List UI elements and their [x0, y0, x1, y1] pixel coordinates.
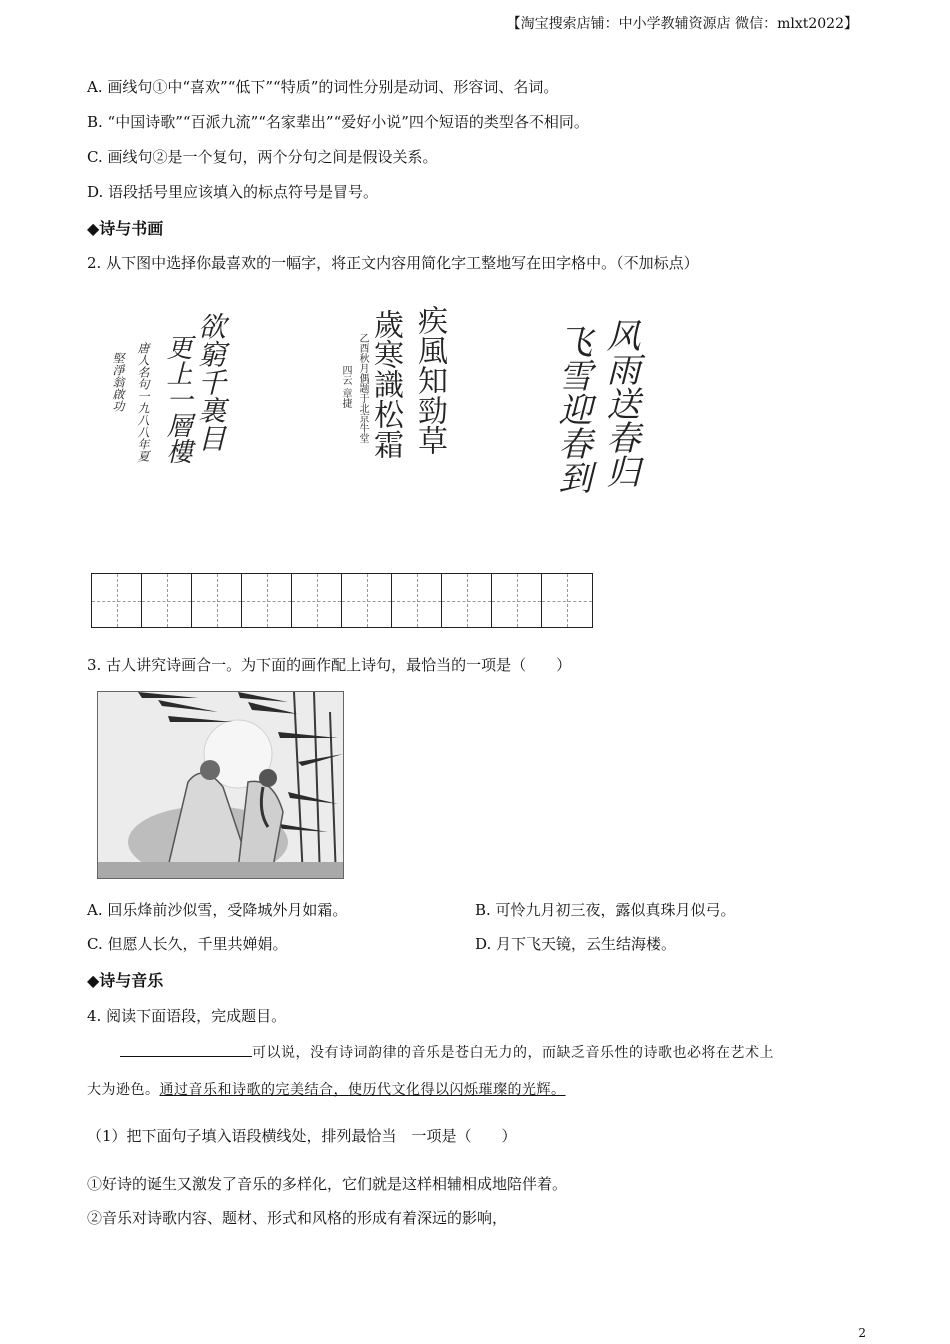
section-title-music: ◆诗与音乐 [87, 971, 164, 990]
q4-paragraph-line-1-text: 可以说，没有诗词韵律的音乐是苍白无力的，而缺乏音乐性的诗歌也必将在艺术上 [252, 1045, 774, 1061]
calligraphy-1-note-1: 唐人名句一九八八年夏 [136, 342, 150, 462]
tianzige-grid[interactable] [91, 573, 593, 628]
q4-paragraph-plain: 大为逊色。 [87, 1082, 160, 1098]
q3-option-b: B. 可怜九月初三夜，露似真珠月似弓。 [475, 901, 736, 919]
q1-option-b: B. “中国诗歌”“百派九流”“名家辈出”“爱好小说”四个短语的类型各不相同。 [87, 113, 589, 131]
tianzige-cell[interactable] [192, 574, 242, 627]
calligraphy-work-2 [338, 305, 468, 540]
q3-prompt: 3. 古人讲究诗画合一。为下面的画作配上诗句，最恰当的一项是（ ） [87, 656, 572, 674]
q4-sub1-prompt: （1）把下面句子填入语段横线处，排列最恰当 一项是（ ） [87, 1127, 517, 1145]
calligraphy-3-line-1: 风雨送春归 [600, 318, 640, 488]
calligraphy-1-note-2: 堅淨翁啟功 [111, 352, 125, 412]
tianzige-cell[interactable] [542, 574, 592, 627]
q4-paragraph-line-2 [87, 1080, 566, 1100]
tianzige-cell[interactable] [142, 574, 192, 627]
painting-scholar-moon [97, 691, 344, 879]
calligraphy-2-line-1: 疾風知勁草 [412, 305, 447, 455]
calligraphy-2-note-1: 乙酉秋月偶题于北京牛堂 [357, 333, 368, 443]
q1-option-c: C. 画线句②是一个复句，两个分句之间是假设关系。 [87, 148, 438, 166]
tianzige-cell[interactable] [442, 574, 492, 627]
q4-item-1: ①好诗的诞生又激发了音乐的多样化，它们就是这样相辅相成地陪伴着。 [87, 1175, 568, 1193]
calligraphy-1-line-2: 更上一層樓 [162, 334, 192, 464]
tianzige-cell[interactable] [492, 574, 542, 627]
q4-prompt: 4. 阅读下面语段，完成题目。 [87, 1007, 287, 1025]
page-number: 2 [858, 1326, 866, 1340]
q1-option-a: A. 画线句①中“喜欢”“低下”“特质”的词性分别是动词、形容词、名词。 [87, 78, 559, 96]
tianzige-cell[interactable] [242, 574, 292, 627]
tianzige-cell[interactable] [342, 574, 392, 627]
q2-prompt: 2. 从下图中选择你最喜欢的一幅字，将正文内容用简化字工整地写在田字格中。（不加标点） [87, 254, 699, 272]
calligraphy-work-1 [100, 312, 250, 532]
tianzige-cell[interactable] [392, 574, 442, 627]
q3-option-c: C. 但愿人长久，千里共婵娟。 [87, 935, 288, 953]
painting-svg [98, 692, 343, 878]
q4-paragraph-line-1 [120, 1042, 774, 1063]
calligraphy-2-line-2: 歲寒識松霜 [368, 309, 403, 459]
calligraphy-3-line-2: 飞雪迎春到 [552, 324, 592, 494]
page-header: 【淘宝搜索店铺：中小学教辅资源店 微信：mlxt2022】 [506, 16, 858, 32]
tianzige-cell[interactable] [92, 574, 142, 627]
q3-option-a: A. 回乐烽前沙似雪，受降城外月如霜。 [87, 901, 348, 919]
fill-blank[interactable] [120, 1042, 252, 1057]
q1-option-d: D. 语段括号里应该填入的标点符号是冒号。 [87, 183, 379, 201]
q3-option-d: D. 月下飞天镜，云生结海楼。 [475, 935, 677, 953]
q4-paragraph-underlined: 通过音乐和诗歌的完美结合，使历代文化得以闪烁璀璨的光辉。 [159, 1082, 566, 1098]
section-title-calligraphy: ◆诗与书画 [87, 219, 164, 238]
q4-item-2: ②音乐对诗歌内容、题材、形式和风格的形成有着深远的影响， [87, 1209, 508, 1227]
calligraphy-2-note-2: 四云 章捷 [340, 365, 351, 409]
calligraphy-1-line-1: 欲窮千裏目 [194, 312, 227, 452]
calligraphy-work-3 [540, 318, 660, 533]
tianzige-cell[interactable] [292, 574, 342, 627]
